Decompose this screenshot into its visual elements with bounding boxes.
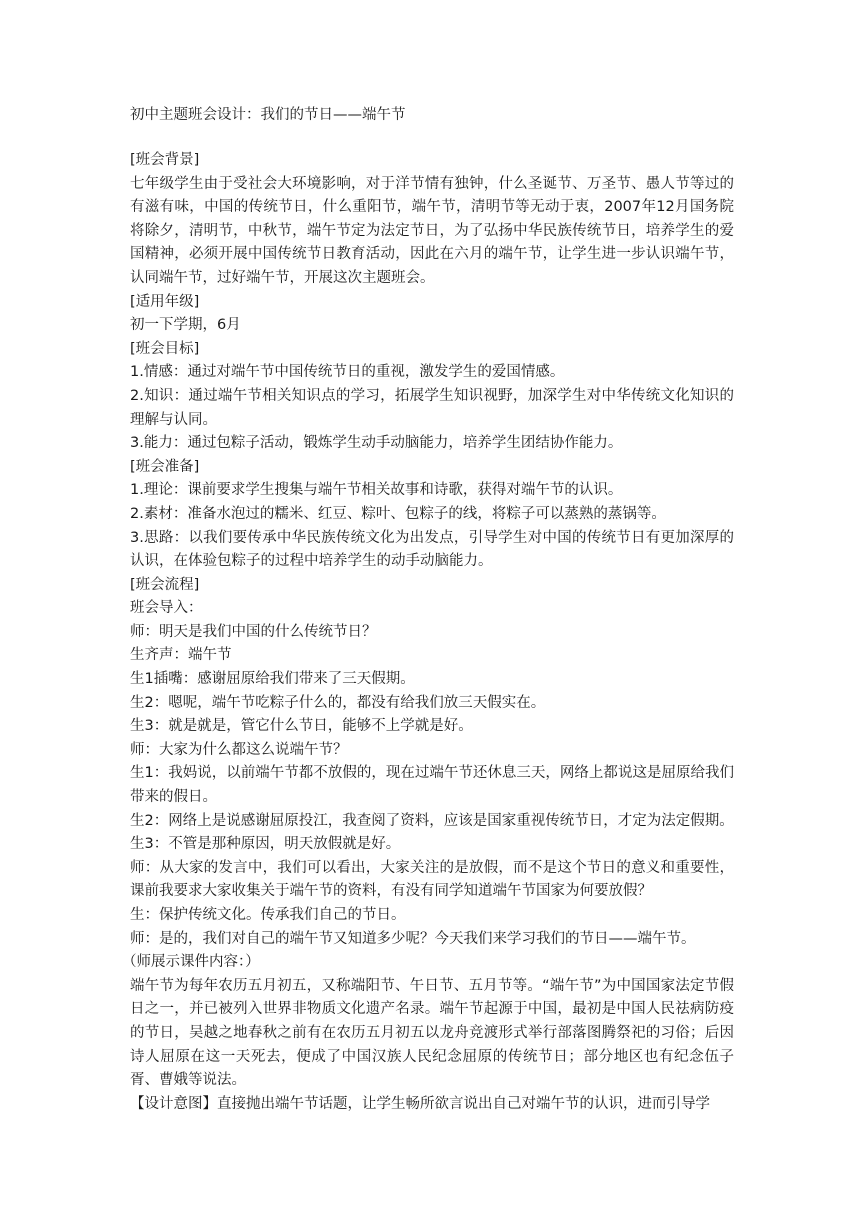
dialogue-line: 生1：我妈说，以前端午节都不放假的，现在过端午节还休息三天，网络上都说这是屈原给我们带来的假日。 <box>130 765 734 806</box>
goal-item: 1.情感：通过对端午节中国传统节日的重视，激发学生的爱国情感。 <box>130 364 565 381</box>
paragraph-background: 七年级学生由于受社会大环境影响，对于洋节情有独钟，什么圣诞节、万圣节、愚人节等过的有滋有味，中国的传统节日，什么重阳节，端午节，清明节等无动于衷，2007年12月国务院将除夕，清明节，中秋节，端午节定为法定节日，为了弘扬中华民族传统节日，培养学生的爱国精神，必须开展中国传统节日教育活动，因此在六月的端午节，让学生进一步认识端午节，认同端午节，过好端午节，开展这次主题班会。 <box>130 175 734 286</box>
document-page <box>122 103 734 1116</box>
dialogue-line: 师：是的，我们对自己的端午节又知道多少呢？今天我们来学习我们的节日——端午节。 <box>130 930 696 947</box>
dialogue-line: 生1插嘴：感谢屈原给我们带来了三天假期。 <box>130 671 415 688</box>
dialogue-line: 师：从大家的发言中，我们可以看出，大家关注的是放假，而不是这个节日的意义和重要性，课前我要求大家收集关于端午节的资料，有没有同学知道端午节国家为何要放假？ <box>130 859 734 900</box>
dialogue-line: 师：大家为什么都这么说端午节？ <box>130 741 348 758</box>
preparation-item: 3.思路：以我们要传承中华民族传统文化为出发点，引导学生对中国的传统节日有更加深厚的认识，在体验包粽子的过程中培养学生的动手动脑能力。 <box>130 529 734 570</box>
preparation-item: 2.素材：准备水泡过的糯米、红豆、粽叶、包粽子的线，将粽子可以蒸熟的蒸锅等。 <box>130 505 666 522</box>
dialogue-line: 师：明天是我们中国的什么传统节日？ <box>130 623 377 640</box>
dialogue-line: 生2：网络上是说感谢屈原投江，我查阅了资料，应该是国家重视传统节日，才定为法定假期。 <box>130 812 734 829</box>
design-intent: 【设计意图】直接抛出端午节话题，让学生畅所欲言说出自己对端午节的认识，进而引导学 <box>130 1095 710 1112</box>
section-heading-grade: [适用年级] <box>130 293 200 310</box>
process-subheading: 班会导入： <box>130 600 203 617</box>
courseware-note: （师展示课件内容：） <box>122 954 260 971</box>
paragraph-grade: 初一下学期，6月 <box>130 317 241 334</box>
dialogue-line: 生3：不管是那种原因，明天放假就是好。 <box>130 836 401 853</box>
document-title: 初中主题班会设计：我们的节日——端午节 <box>130 107 406 123</box>
goal-item: 3.能力：通过包粽子活动，锻炼学生动手动脑能力，培养学生团结协作能力。 <box>130 435 623 452</box>
paragraph-courseware: 端午节为每年农历五月初五，又称端阳节、午日节、五月节等。“端午节”为中国国家法定节假日之一，并已被列入世界非物质文化遗产名录。端午节起源于中国，最初是中国人民祛病防疫的节日，吴越之地春秋之前有在农历五月初五以龙舟竞渡形式举行部落图腾祭祀的习俗；后因诗人屈原在这一天死去，便成了中国汉族人民纪念屈原的传统节日；部分地区也有纪念伍子胥、曹娥等说法。 <box>130 977 734 1089</box>
section-heading-preparation: [班会准备] <box>130 458 200 475</box>
section-heading-process: [班会流程] <box>130 576 200 593</box>
dialogue-line: 生2：嗯呢，端午节吃粽子什么的，都没有给我们放三天假实在。 <box>130 694 546 711</box>
dialogue-line: 生3：就是就是，管它什么节日，能够不上学就是好。 <box>130 718 473 735</box>
dialogue-line: 生：保护传统文化。传承我们自己的节日。 <box>130 907 406 923</box>
goal-item: 2.知识：通过端午节相关知识点的学习，拓展学生知识视野，加深学生对中华传统文化知识的理解与认同。 <box>130 387 734 428</box>
preparation-item: 1.理论：课前要求学生搜集与端午节相关故事和诗歌，获得对端午节的认识。 <box>130 482 623 499</box>
section-heading-background: [班会背景] <box>130 152 200 168</box>
dialogue-line: 生齐声：端午节 <box>130 647 232 664</box>
section-heading-goals: [班会目标] <box>130 340 200 357</box>
